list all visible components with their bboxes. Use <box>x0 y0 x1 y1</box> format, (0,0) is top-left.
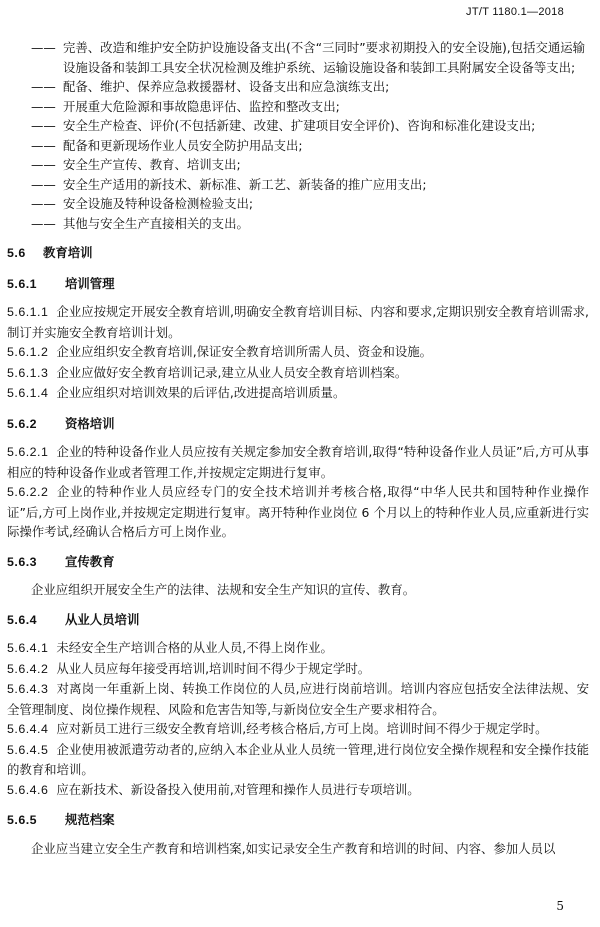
section-heading <box>7 243 589 264</box>
dash-mark: —— <box>31 196 56 211</box>
clause <box>7 482 589 542</box>
clause-text: 企业应做好安全教育培训记录,建立从业人员安全教育培训档案。 <box>56 364 408 380</box>
list-item-text: 开展重大危险源和事故隐患评估、监控和整改支出; <box>63 98 340 114</box>
clause-text: 企业的特种设备作业人员应按有关规定参加安全教育培训,取得“特种设备作业人员证”后,方可从事相应的特种设备作业或者管理工作,并按规定定期进行复审。 <box>7 444 589 480</box>
dash-mark: —— <box>31 98 56 114</box>
clause <box>7 659 589 680</box>
dash-mark: —— <box>31 215 56 231</box>
clause <box>7 442 589 482</box>
clause-number: 5.6.1.2 <box>7 345 49 359</box>
clause <box>7 342 589 363</box>
section-title: 宣传教育 <box>65 553 115 569</box>
clause-number: 5.6.4.5 <box>7 742 49 757</box>
dash-mark: —— <box>31 118 56 133</box>
section-title: 培训管理 <box>65 275 115 291</box>
list-item <box>31 194 589 214</box>
clause-number: 5.6.1.4 <box>7 386 49 400</box>
clause-text: 应对新员工进行三级安全教育培训,经考核合格后,方可上岗。培训时间不得少于规定学时。 <box>56 721 548 736</box>
list-item <box>31 77 589 97</box>
section-number: 5.6.5 <box>7 813 38 827</box>
list-item-text: 配备和更新现场作业人员安全防护用品支出; <box>63 137 303 153</box>
section-heading <box>7 274 589 295</box>
paragraph: 企业应组织开展安全生产的法律、法规和安全生产知识的宣传、教育。 <box>31 582 416 597</box>
clause-text: 企业的特种作业人员应经专门的安全技术培训并考核合格,取得“中华人民共和国特种作业操作证”后,方可上岗作业,并按规定定期进行复审。离开特种作业岗位 6 个月以上的特种作业人员,应重新进行实际操作考试,经确认合格后方可上岗作业。 <box>7 484 589 539</box>
clause-text: 企业应组织对培训效果的后评估,改进提高培训质量。 <box>56 385 346 400</box>
clause-number: 5.6.4.4 <box>7 722 49 736</box>
paragraph: 企业应当建立安全生产教育和培训档案,如实记录安全生产教育和培训的时间、内容、参加人员以 <box>31 840 556 856</box>
clause <box>7 302 589 342</box>
list-item <box>31 38 589 77</box>
dash-mark: —— <box>31 176 56 192</box>
list-item <box>31 214 589 234</box>
clause <box>7 719 589 740</box>
clause-number: 5.6.4.2 <box>7 661 49 676</box>
clause-text: 未经安全生产培训合格的从业人员,不得上岗作业。 <box>56 640 333 655</box>
clause <box>7 383 589 404</box>
list-item <box>31 116 589 136</box>
list-item-text: 其他与安全生产直接相关的支出。 <box>63 215 249 231</box>
clause-number: 5.6.1.3 <box>7 365 49 380</box>
list-item-text: 安全生产检查、评价(不包括新建、改建、扩建项目安全评价)、咨询和标准化建设支出; <box>63 118 536 133</box>
section-number: 5.6.3 <box>7 554 38 569</box>
dash-mark: —— <box>31 157 56 172</box>
clause <box>7 638 589 659</box>
clause-number: 5.6.4.3 <box>7 682 49 696</box>
list-item <box>31 97 589 117</box>
clause <box>7 780 589 801</box>
clause-text: 企业应组织安全教育培训,保证安全教育培训所需人员、资金和设施。 <box>56 344 433 359</box>
clause <box>7 740 589 780</box>
list-item-text: 安全设施及特种设备检测检验支出; <box>63 196 254 211</box>
section-heading <box>7 414 589 435</box>
section-number: 5.6.4 <box>7 612 38 627</box>
list-item-text: 完善、改造和维护安全防护设施设备支出(不含“三同时”要求初期投入的安全设施),包括交通运输设施设备和装卸工具安全状况检测及维护系统、运输设施设备和装卸工具附属安全设备等支出; <box>63 40 586 75</box>
list-item <box>31 175 589 195</box>
list-item <box>31 136 589 156</box>
section-number: 5.6 <box>7 246 26 260</box>
section-title: 规范档案 <box>65 812 115 827</box>
clause-number: 5.6.4.6 <box>7 782 49 797</box>
document-body <box>7 38 589 858</box>
dash-mark: —— <box>31 40 56 55</box>
section-number: 5.6.2 <box>7 416 38 431</box>
clause <box>7 679 589 719</box>
clause-text: 企业应按规定开展安全教育培训,明确安全教育培训目标、内容和要求,定期识别安全教育培训需求,制订并实施安全教育培训计划。 <box>7 304 589 340</box>
page-number: 5 <box>556 899 564 913</box>
clause <box>7 363 589 384</box>
standard-code: JT/T 1180.1—2018 <box>466 6 564 18</box>
section-title: 教育培训 <box>43 245 93 260</box>
section-title: 资格培训 <box>65 415 115 431</box>
dash-mark: —— <box>31 79 56 94</box>
list-item-text: 安全生产宣传、教育、培训支出; <box>63 157 241 172</box>
section-number: 5.6.1 <box>7 276 38 291</box>
dash-mark: —— <box>31 137 56 153</box>
clause-number: 5.6.1.1 <box>7 305 49 319</box>
list-item <box>31 155 589 175</box>
clause-number: 5.6.4.1 <box>7 641 49 655</box>
clause-number: 5.6.2.1 <box>7 445 49 459</box>
expenditure-list <box>7 38 589 233</box>
clause-text: 企业使用被派遣劳动者的,应纳入本企业从业人员统一管理,进行岗位安全操作规程和安全操作技能的教育和培训。 <box>7 741 589 777</box>
clause-text: 对离岗一年重新上岗、转换工作岗位的人员,应进行岗前培训。培训内容应包括安全法律法规、安全管理制度、岗位操作规程、风险和危害告知等,与新岗位安全生产要求相符合。 <box>7 681 589 717</box>
section-heading <box>7 810 589 831</box>
clause-number: 5.6.2.2 <box>7 485 49 499</box>
section-title: 从业人员培训 <box>65 611 140 627</box>
list-item-text: 安全生产适用的新技术、新标准、新工艺、新装备的推广应用支出; <box>63 176 427 192</box>
section-heading <box>7 610 589 631</box>
list-item-text: 配备、维护、保养应急救援器材、设备支出和应急演练支出; <box>63 79 390 94</box>
section-heading <box>7 552 589 573</box>
clause-text: 应在新技术、新设备投入使用前,对管理和操作人员进行专项培训。 <box>56 781 420 797</box>
clause-text: 从业人员应每年接受再培训,培训时间不得少于规定学时。 <box>56 660 371 676</box>
